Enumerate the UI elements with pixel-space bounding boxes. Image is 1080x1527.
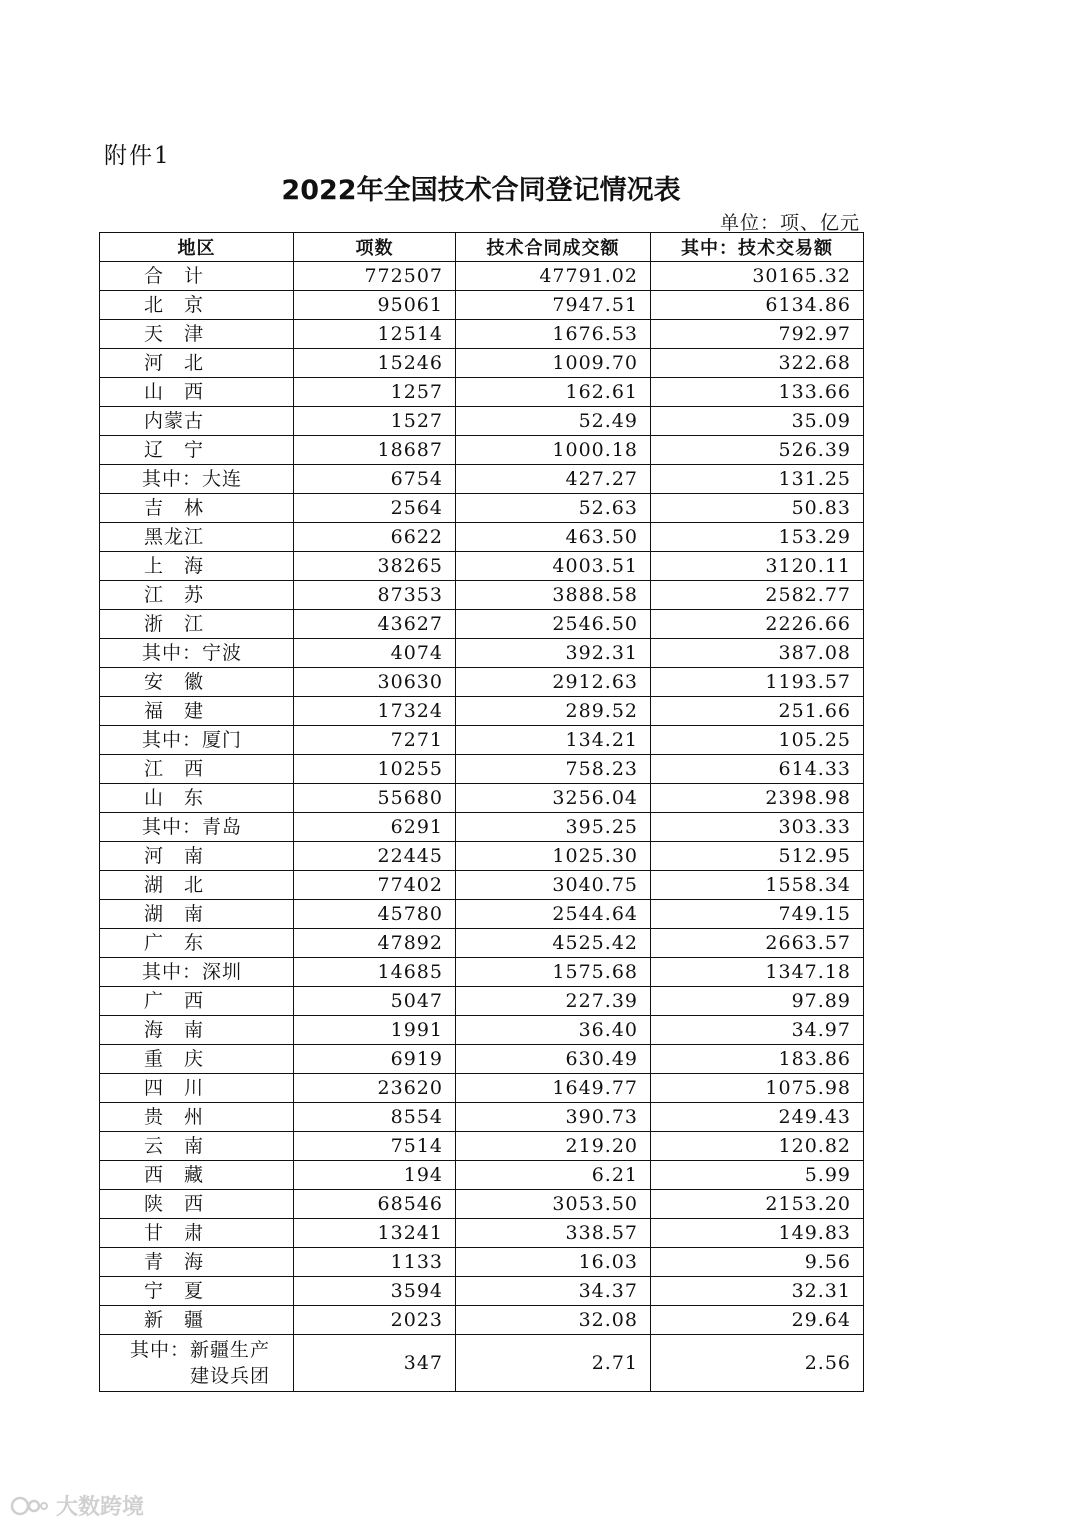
cell-turnover: 3053.50 xyxy=(456,1190,651,1219)
table-row xyxy=(100,1219,864,1248)
cell-transaction: 1075.98 xyxy=(651,1074,864,1103)
cell-transaction: 1558.34 xyxy=(651,871,864,900)
table-row xyxy=(100,1190,864,1219)
table-row xyxy=(100,581,864,610)
cell-transaction: 149.83 xyxy=(651,1219,864,1248)
cell-region: 陕 西 xyxy=(100,1190,294,1219)
cell-transaction: 34.97 xyxy=(651,1016,864,1045)
table-row xyxy=(100,987,864,1016)
cell-turnover: 3040.75 xyxy=(456,871,651,900)
cell-region: 湖 南 xyxy=(100,900,294,929)
table-row xyxy=(100,523,864,552)
cell-count: 18687 xyxy=(294,436,456,465)
cell-region: 贵 州 xyxy=(100,1103,294,1132)
cell-turnover: 1025.30 xyxy=(456,842,651,871)
cell-count: 7271 xyxy=(294,726,456,755)
cell-count: 77402 xyxy=(294,871,456,900)
cell-count: 14685 xyxy=(294,958,456,987)
cell-count: 1257 xyxy=(294,378,456,407)
cell-count: 23620 xyxy=(294,1074,456,1103)
cell-region: 其中：厦门 xyxy=(100,726,294,755)
cell-turnover: 162.61 xyxy=(456,378,651,407)
header-region: 地区 xyxy=(100,233,294,262)
page-title: 2022年全国技术合同登记情况表 xyxy=(281,175,681,206)
cell-turnover: 1649.77 xyxy=(456,1074,651,1103)
cell-turnover: 1000.18 xyxy=(456,436,651,465)
cell-region: 其中：深圳 xyxy=(100,958,294,987)
cell-count: 2564 xyxy=(294,494,456,523)
cell-turnover: 2546.50 xyxy=(456,610,651,639)
table-row xyxy=(100,262,864,291)
cell-turnover: 47791.02 xyxy=(456,262,651,291)
cell-turnover: 392.31 xyxy=(456,639,651,668)
cell-region: 广 东 xyxy=(100,929,294,958)
table-row xyxy=(100,1103,864,1132)
cell-region: 其中：青岛 xyxy=(100,813,294,842)
cell-transaction: 105.25 xyxy=(651,726,864,755)
cell-region: 宁 夏 xyxy=(100,1277,294,1306)
cell-turnover: 36.40 xyxy=(456,1016,651,1045)
attachment-label: 附件1 xyxy=(104,143,171,169)
cell-turnover: 7947.51 xyxy=(456,291,651,320)
watermark-logo-icon xyxy=(10,1494,50,1518)
header-turnover: 技术合同成交额 xyxy=(456,233,651,262)
cell-region-line1: 其中：新疆生产 xyxy=(130,1339,271,1361)
cell-transaction: 387.08 xyxy=(651,639,864,668)
cell-region: 甘 肃 xyxy=(100,1219,294,1248)
table-row xyxy=(100,494,864,523)
cell-transaction: 792.97 xyxy=(651,320,864,349)
cell-transaction: 29.64 xyxy=(651,1306,864,1335)
table-row xyxy=(100,465,864,494)
cell-turnover: 16.03 xyxy=(456,1248,651,1277)
cell-turnover: 219.20 xyxy=(456,1132,651,1161)
cell-transaction: 2398.98 xyxy=(651,784,864,813)
table-row xyxy=(100,1161,864,1190)
cell-count: 38265 xyxy=(294,552,456,581)
cell-turnover: 3888.58 xyxy=(456,581,651,610)
cell-region: 广 西 xyxy=(100,987,294,1016)
table-row xyxy=(100,842,864,871)
cell-turnover: 32.08 xyxy=(456,1306,651,1335)
cell-count: 30630 xyxy=(294,668,456,697)
cell-transaction: 153.29 xyxy=(651,523,864,552)
table-row xyxy=(100,320,864,349)
cell-count: 6919 xyxy=(294,1045,456,1074)
cell-region: 四 川 xyxy=(100,1074,294,1103)
table-row xyxy=(100,900,864,929)
table-row xyxy=(100,1277,864,1306)
cell-turnover: 2.71 xyxy=(456,1335,651,1392)
table-row xyxy=(100,349,864,378)
cell-count: 12514 xyxy=(294,320,456,349)
cell-region: 浙 江 xyxy=(100,610,294,639)
cell-turnover: 6.21 xyxy=(456,1161,651,1190)
table-row xyxy=(100,871,864,900)
contract-table xyxy=(99,232,864,1392)
table-row xyxy=(100,639,864,668)
cell-count: 87353 xyxy=(294,581,456,610)
cell-region: 山 东 xyxy=(100,784,294,813)
cell-transaction: 133.66 xyxy=(651,378,864,407)
cell-turnover: 390.73 xyxy=(456,1103,651,1132)
cell-turnover: 289.52 xyxy=(456,697,651,726)
cell-count: 55680 xyxy=(294,784,456,813)
cell-transaction: 303.33 xyxy=(651,813,864,842)
cell-transaction: 2663.57 xyxy=(651,929,864,958)
cell-region: 安 徽 xyxy=(100,668,294,697)
cell-count: 7514 xyxy=(294,1132,456,1161)
cell-turnover: 4003.51 xyxy=(456,552,651,581)
table-row xyxy=(100,813,864,842)
cell-count: 5047 xyxy=(294,987,456,1016)
cell-count: 194 xyxy=(294,1161,456,1190)
cell-count: 10255 xyxy=(294,755,456,784)
table-row xyxy=(100,726,864,755)
cell-transaction: 749.15 xyxy=(651,900,864,929)
table-row xyxy=(100,1045,864,1074)
cell-region xyxy=(100,1335,294,1392)
cell-turnover: 2912.63 xyxy=(456,668,651,697)
cell-count: 43627 xyxy=(294,610,456,639)
cell-transaction: 1193.57 xyxy=(651,668,864,697)
table-row xyxy=(100,697,864,726)
cell-transaction: 614.33 xyxy=(651,755,864,784)
cell-region: 北 京 xyxy=(100,291,294,320)
table-row xyxy=(100,668,864,697)
cell-turnover: 1676.53 xyxy=(456,320,651,349)
cell-turnover: 395.25 xyxy=(456,813,651,842)
cell-transaction: 50.83 xyxy=(651,494,864,523)
cell-transaction: 2226.66 xyxy=(651,610,864,639)
cell-region: 西 藏 xyxy=(100,1161,294,1190)
cell-transaction: 2.56 xyxy=(651,1335,864,1392)
cell-count: 772507 xyxy=(294,262,456,291)
cell-region: 重 庆 xyxy=(100,1045,294,1074)
cell-count: 45780 xyxy=(294,900,456,929)
cell-region: 云 南 xyxy=(100,1132,294,1161)
cell-turnover: 427.27 xyxy=(456,465,651,494)
cell-count: 95061 xyxy=(294,291,456,320)
cell-transaction: 5.99 xyxy=(651,1161,864,1190)
cell-region: 江 苏 xyxy=(100,581,294,610)
cell-transaction: 131.25 xyxy=(651,465,864,494)
cell-count: 1527 xyxy=(294,407,456,436)
cell-region: 新 疆 xyxy=(100,1306,294,1335)
cell-region-line2: 建设兵团 xyxy=(190,1365,271,1387)
cell-count: 47892 xyxy=(294,929,456,958)
table-header-row xyxy=(100,233,864,262)
cell-count: 1133 xyxy=(294,1248,456,1277)
cell-region: 山 西 xyxy=(100,378,294,407)
cell-turnover: 4525.42 xyxy=(456,929,651,958)
table-row xyxy=(100,1248,864,1277)
table-row xyxy=(100,291,864,320)
table-row xyxy=(100,1074,864,1103)
cell-count: 8554 xyxy=(294,1103,456,1132)
cell-region: 福 建 xyxy=(100,697,294,726)
header-count: 项数 xyxy=(294,233,456,262)
cell-region: 天 津 xyxy=(100,320,294,349)
cell-region: 河 南 xyxy=(100,842,294,871)
cell-region: 青 海 xyxy=(100,1248,294,1277)
cell-turnover: 758.23 xyxy=(456,755,651,784)
cell-transaction: 9.56 xyxy=(651,1248,864,1277)
cell-region: 内蒙古 xyxy=(100,407,294,436)
cell-count: 347 xyxy=(294,1335,456,1392)
cell-transaction: 2582.77 xyxy=(651,581,864,610)
cell-turnover: 227.39 xyxy=(456,987,651,1016)
cell-transaction: 183.86 xyxy=(651,1045,864,1074)
cell-region: 辽 宁 xyxy=(100,436,294,465)
cell-count: 4074 xyxy=(294,639,456,668)
table-row xyxy=(100,1132,864,1161)
cell-transaction: 526.39 xyxy=(651,436,864,465)
cell-transaction: 30165.32 xyxy=(651,262,864,291)
header-transaction: 其中：技术交易额 xyxy=(651,233,864,262)
table-row xyxy=(100,1335,864,1392)
table-row xyxy=(100,610,864,639)
cell-transaction: 512.95 xyxy=(651,842,864,871)
cell-transaction: 2153.20 xyxy=(651,1190,864,1219)
cell-turnover: 630.49 xyxy=(456,1045,651,1074)
cell-count: 1991 xyxy=(294,1016,456,1045)
cell-count: 17324 xyxy=(294,697,456,726)
cell-turnover: 1009.70 xyxy=(456,349,651,378)
table-row xyxy=(100,436,864,465)
cell-count: 6622 xyxy=(294,523,456,552)
table-row xyxy=(100,1306,864,1335)
cell-turnover: 2544.64 xyxy=(456,900,651,929)
table-body xyxy=(100,262,864,1392)
cell-turnover: 3256.04 xyxy=(456,784,651,813)
cell-region: 江 西 xyxy=(100,755,294,784)
cell-count: 3594 xyxy=(294,1277,456,1306)
watermark-text: 大数跨境 xyxy=(56,1495,145,1520)
watermark xyxy=(10,1490,144,1521)
table-row xyxy=(100,1016,864,1045)
cell-transaction: 3120.11 xyxy=(651,552,864,581)
table-row xyxy=(100,958,864,987)
cell-turnover: 52.49 xyxy=(456,407,651,436)
table-row xyxy=(100,755,864,784)
cell-region: 湖 北 xyxy=(100,871,294,900)
cell-count: 15246 xyxy=(294,349,456,378)
cell-transaction: 6134.86 xyxy=(651,291,864,320)
cell-count: 13241 xyxy=(294,1219,456,1248)
cell-region: 海 南 xyxy=(100,1016,294,1045)
cell-transaction: 251.66 xyxy=(651,697,864,726)
cell-region: 黑龙江 xyxy=(100,523,294,552)
cell-count: 6754 xyxy=(294,465,456,494)
cell-region: 吉 林 xyxy=(100,494,294,523)
cell-transaction: 1347.18 xyxy=(651,958,864,987)
cell-turnover: 134.21 xyxy=(456,726,651,755)
cell-count: 2023 xyxy=(294,1306,456,1335)
cell-region: 河 北 xyxy=(100,349,294,378)
cell-count: 68546 xyxy=(294,1190,456,1219)
table-row xyxy=(100,407,864,436)
cell-turnover: 338.57 xyxy=(456,1219,651,1248)
cell-transaction: 120.82 xyxy=(651,1132,864,1161)
table-row xyxy=(100,552,864,581)
table-row xyxy=(100,929,864,958)
table-row xyxy=(100,784,864,813)
cell-transaction: 322.68 xyxy=(651,349,864,378)
cell-turnover: 52.63 xyxy=(456,494,651,523)
cell-transaction: 32.31 xyxy=(651,1277,864,1306)
cell-transaction: 97.89 xyxy=(651,987,864,1016)
cell-transaction: 35.09 xyxy=(651,407,864,436)
cell-turnover: 463.50 xyxy=(456,523,651,552)
cell-transaction: 249.43 xyxy=(651,1103,864,1132)
cell-region: 合 计 xyxy=(100,262,294,291)
cell-count: 22445 xyxy=(294,842,456,871)
cell-region: 其中：大连 xyxy=(100,465,294,494)
cell-region: 上 海 xyxy=(100,552,294,581)
cell-region: 其中：宁波 xyxy=(100,639,294,668)
cell-turnover: 34.37 xyxy=(456,1277,651,1306)
unit-note: 单位：项、亿元 xyxy=(719,212,860,234)
cell-count: 6291 xyxy=(294,813,456,842)
table-row xyxy=(100,378,864,407)
cell-turnover: 1575.68 xyxy=(456,958,651,987)
